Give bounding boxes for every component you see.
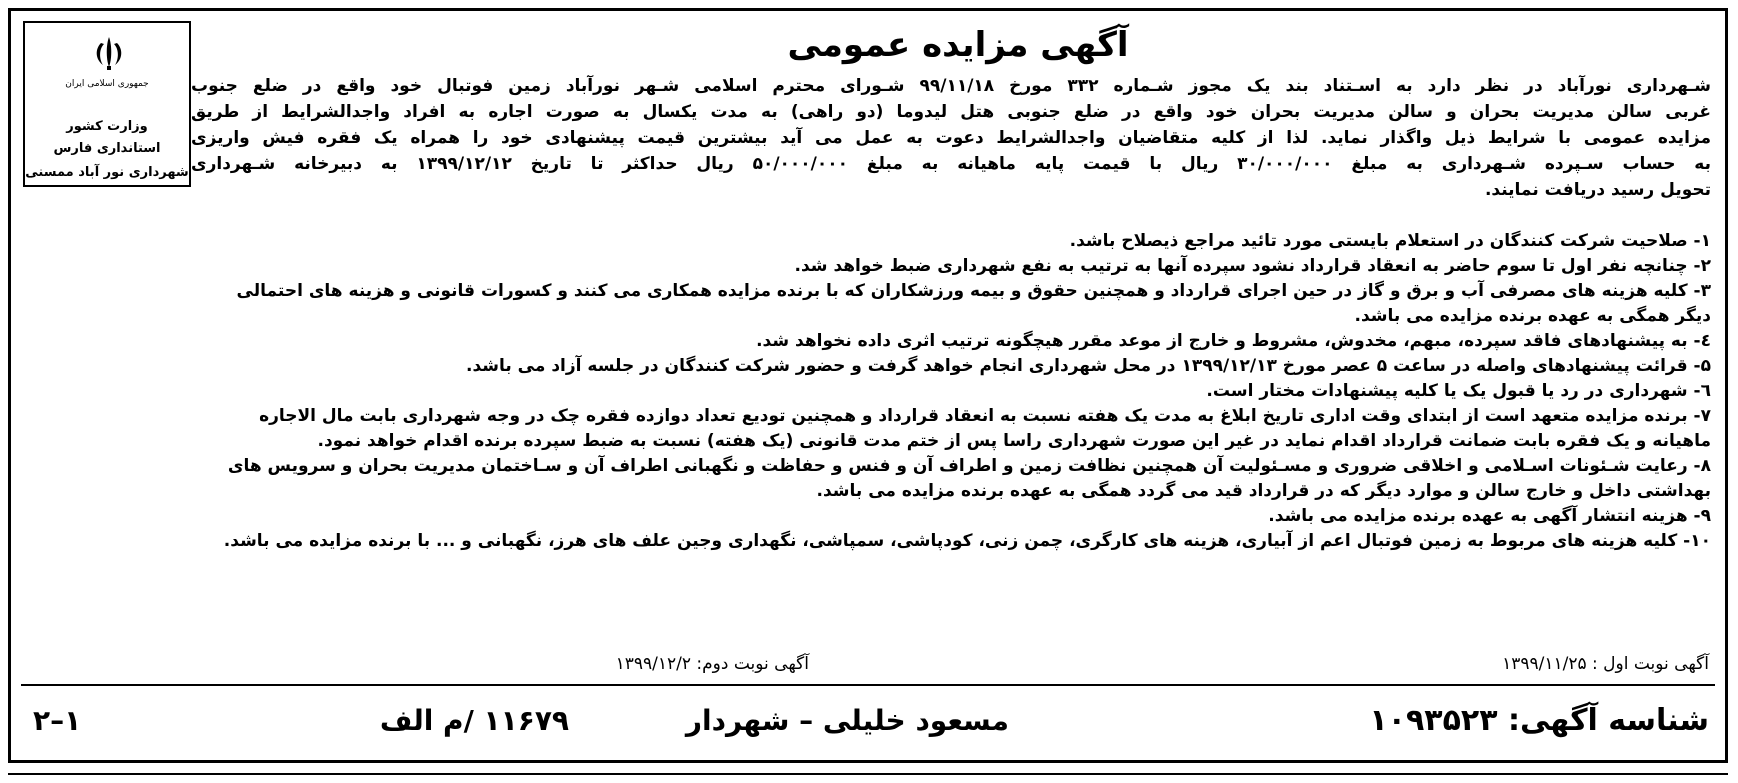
conditions-list [27, 229, 1711, 554]
mayor-signature: مسعود خلیلی – شهردار [685, 704, 1009, 737]
footer-divider [21, 684, 1715, 686]
publication-dates [27, 651, 1709, 677]
reference-number: ۱۱۶۷۹ /م الف [379, 704, 569, 737]
intro-line: غربی سالن مدیریت بحران و سالن مدیریت بحران خود واقع در ضلع جنوبی هتل لیدوما (دو راهی) به مدت یکسال به صورت اجاره به افراد واجدالشرایط از طریق [191, 102, 1711, 122]
notice-title: آگهی مزایده عمومی [787, 25, 1129, 65]
condition-item: ٦- شهرداری در رد یا قبول یک یا کلیه پیشنهادات مختار است. [1206, 381, 1711, 401]
condition-item: ٤- به پیشنهادهای فاقد سپرده، مبهم، مخدوش، مشروط و خارج از موعد مقرر هیچگونه ترتیب اثری داده نخواهد شد. [756, 331, 1711, 351]
second-publication-date: آگهی نوبت دوم: ۱۳۹۹/۱۲/۲ [615, 654, 809, 674]
condition-item: بهداشتی داخل و خارج سالن و موارد دیگر که در قرارداد قید می گردد همگی به عهده برنده مزایده می باشد. [816, 481, 1711, 501]
logo-municipality: شهرداری نور آباد ممسنی [25, 165, 189, 180]
intro-line: به حساب سـپرده شـهرداری به مبلغ ۳۰/۰۰۰/۰۰۰ ریال با قیمت پایه ماهیانه به مبلغ ۵۰/۰۰۰/۰۰۰ ریال حداکثر تا تاریخ ۱۳۹۹/۱۲/۱۲ به دبیرخانه شـهرداری [191, 154, 1711, 174]
condition-item: ۱- صلاحیت شرکت کنندگان در استعلام بایستی مورد تائید مراجع ذیصلاح باشد. [1069, 231, 1711, 251]
intro-line: شـهرداری نورآباد در نظر دارد به اسـتناد بند یک مجوز شـماره ۳۳۲ مورخ ۹۹/۱۱/۱۸ شـورای محترم اسلامی شـهر نورآباد زمین فوتبال خود واقع در ضلع جنوب [191, 76, 1712, 96]
logo-ministry: وزارت کشور [66, 119, 148, 134]
municipality-logo-box [23, 21, 191, 187]
logo-caption: جمهوری اسلامی ایران [65, 79, 149, 89]
condition-item: ۳- کلیه هزینه های مصرفی آب و برق و گاز در حین اجرای قرارداد و همچنین حقوق و بیمه ورزشکاران که با برنده مزایده همکاری می کنند و کسورات قانونی و هزینه های احتمالی [236, 281, 1711, 301]
notice-frame [8, 8, 1728, 763]
condition-item: ۵- قرائت پیشنهادهای واصله در ساعت ۵ عصر مورخ ۱۳۹۹/۱۲/۱۳ در محل شهرداری انجام خواهد گرفت و حضور شرکت کنندگان در جلسه آزاد می باشد. [466, 356, 1711, 376]
condition-item: ۱۰- کلیه هزینه های مربوط به زمین فوتبال اعم از آبیاری، هزینه های کارگری، چمن زنی، کودپاشی، سمپاشی، نگهداری وجین علف های هرز، نگهبانی و ... با برنده مزایده می باشد. [223, 531, 1711, 551]
bottom-rule [8, 773, 1728, 775]
intro-line: مزایده عمومی با شرایط ذیل واگذار نماید. لذا از کلیه متقاضیان واجدالشرایط دعوت به عمل می آید بیشترین قیمت پیشنهادی خود را همراه یک فقره فیش واریزی [191, 128, 1711, 148]
first-publication-date: آگهی نوبت اول : ۱۳۹۹/۱۱/۲۵ [1502, 654, 1709, 674]
page-code: ۱–۲ [33, 704, 82, 737]
intro-line: تحویل رسید دریافت نمایند. [1484, 180, 1711, 200]
logo-governorate: استانداری فارس [53, 141, 161, 156]
condition-item: ۸- رعایت شـئونات اسـلامی و اخلاقی ضروری و مسـئولیت آن همچنین نظافت زمین و اطراف آن و فنس و حفاظت و نگهبانی اطراف آن و سـاختمان مدیریت بحران و سرویس های [227, 456, 1711, 476]
condition-item: ۹- هزینه انتشار آگهی به عهده برنده مزایده می باشد. [1268, 506, 1711, 526]
condition-item: دیگر همگی به عهده برنده مزایده می باشد. [1354, 306, 1711, 326]
condition-item: ۷- برنده مزایده متعهد است از ابتدای وقت اداری تاریخ ابلاغ به مدت یک هفته نسبت به انعقاد قرارداد و همچنین تودیع تعداد دوازده فقره چک در وجه شهرداری بابت مال الاجاره [259, 406, 1711, 426]
iran-emblem-icon [89, 33, 129, 73]
notice-footer [27, 691, 1709, 751]
ad-id: شناسه آگهی: ۱۰۹۳۵۲۳ [1369, 703, 1709, 738]
intro-paragraph [191, 73, 1711, 203]
condition-item: ۲- چنانچه نفر اول تا سوم حاضر به انعقاد قرارداد نشود سپرده آنها به ترتیب به نفع شهرداری ضبط خواهد شد. [794, 256, 1711, 276]
condition-item: ماهیانه و یک فقره بابت ضمانت قرارداد اقدام نماید در غیر این صورت شهرداری راسا پس از ختم مدت قانونی (یک هفته) نسبت به ضبط سپرده برنده اقدام خواهد نمود. [317, 431, 1711, 451]
